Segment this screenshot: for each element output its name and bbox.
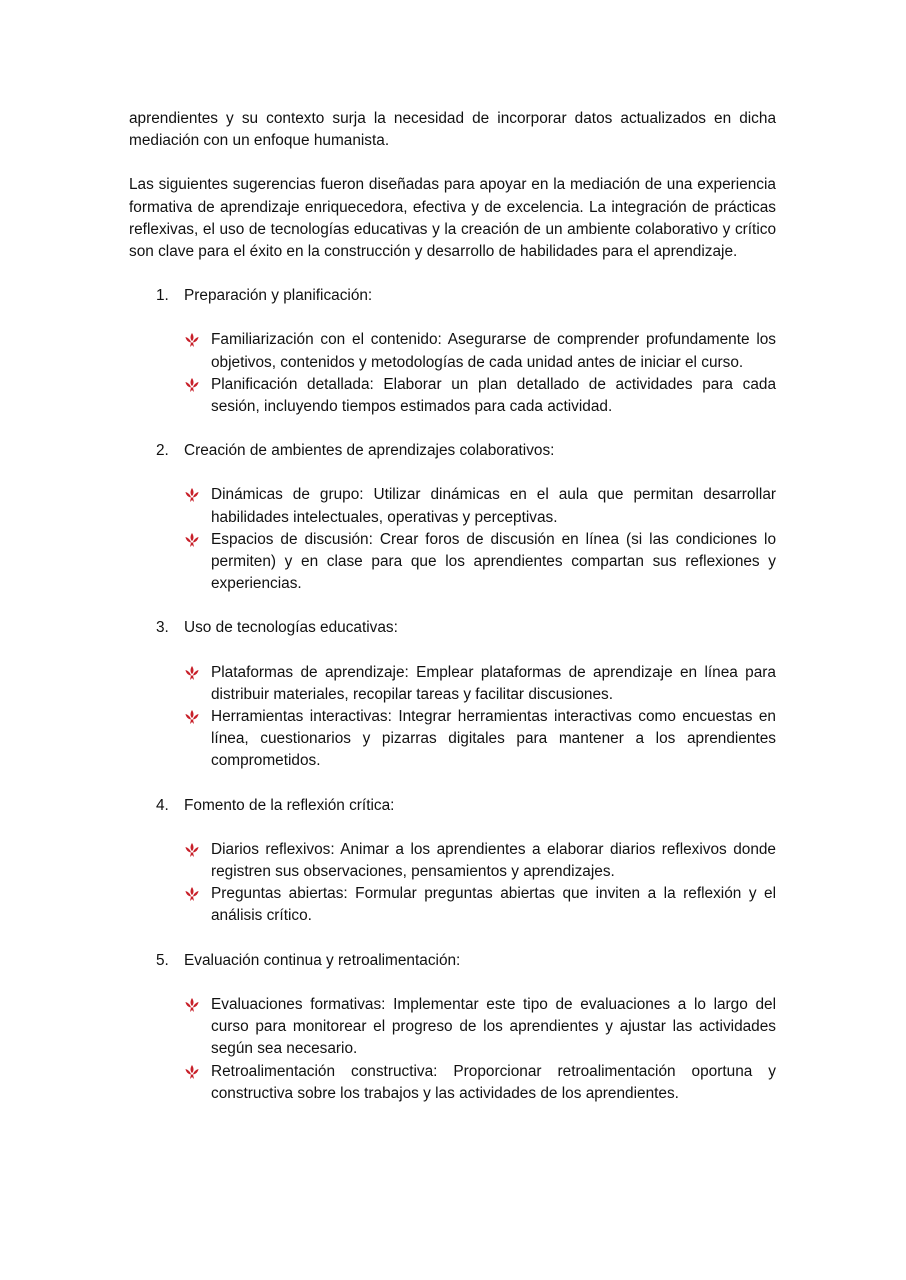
section-4 bbox=[129, 795, 776, 928]
red-fleur-bullet-icon bbox=[184, 842, 200, 858]
section-number: 2. bbox=[156, 442, 169, 460]
list-item bbox=[129, 484, 776, 528]
bullet-text: Retroalimentación constructiva: Proporcionar retroalimentación oportuna y constructiva sobre los trabajos y las actividades de los aprendientes. bbox=[211, 1062, 776, 1102]
red-fleur-bullet-icon bbox=[184, 997, 200, 1013]
bullet-text: Plataformas de aprendizaje: Emplear plataformas de aprendizaje en línea para distribuir materiales, recopilar tareas y facilitar discusiones. bbox=[211, 663, 776, 703]
list-item bbox=[129, 839, 776, 883]
red-fleur-bullet-icon bbox=[184, 1064, 200, 1080]
bullet-text: Espacios de discusión: Crear foros de discusión en línea (si las condiciones lo permiten) y en clase para que los aprendientes compartan sus reflexiones y experiencias. bbox=[211, 530, 776, 593]
list-item bbox=[129, 994, 776, 1061]
bullet-list bbox=[129, 484, 776, 595]
section-5 bbox=[129, 950, 776, 1105]
section-heading bbox=[129, 285, 776, 307]
section-2 bbox=[129, 440, 776, 595]
intro-paragraph: aprendientes y su contexto surja la necesidad de incorporar datos actualizados en dicha mediación con un enfoque humanista. bbox=[129, 110, 776, 150]
list-item bbox=[129, 374, 776, 418]
section-number: 5. bbox=[156, 951, 169, 969]
suggestions-list bbox=[129, 285, 776, 1105]
section-number: 4. bbox=[156, 796, 169, 814]
bullet-text: Familiarización con el contenido: Asegurarse de comprender profundamente los objetivos, contenidos y metodologías de cada unidad antes de iniciar el curso. bbox=[211, 331, 776, 371]
document-page bbox=[129, 108, 776, 1127]
section-number: 1. bbox=[156, 287, 169, 305]
section-heading bbox=[129, 950, 776, 972]
section-title: Fomento de la reflexión crítica: bbox=[184, 796, 395, 814]
list-item bbox=[129, 1061, 776, 1105]
bullet-list bbox=[129, 329, 776, 418]
section-heading bbox=[129, 795, 776, 817]
list-item bbox=[129, 329, 776, 373]
bullet-text: Preguntas abiertas: Formular preguntas abiertas que inviten a la reflexión y el análisis crítico. bbox=[211, 885, 776, 925]
section-title: Uso de tecnologías educativas: bbox=[184, 619, 398, 637]
bullet-list bbox=[129, 662, 776, 773]
bullet-text: Evaluaciones formativas: Implementar este tipo de evaluaciones a lo largo del curso para monitorear el progreso de los aprendientes y ajustar las actividades según sea necesario. bbox=[211, 995, 776, 1058]
list-item bbox=[129, 662, 776, 706]
suggestions-paragraph: Las siguientes sugerencias fueron diseñadas para apoyar en la mediación de una experiencia formativa de aprendizaje enriquecedora, efectiva y de excelencia. La integración de prácticas reflexivas, el uso de tecnologías educativas y la creación de un ambiente colaborativo y crítico son clave para el éxito en la construcción y desarrollo de habilidades para el aprendizaje. bbox=[129, 176, 776, 261]
red-fleur-bullet-icon bbox=[184, 487, 200, 503]
section-title: Evaluación continua y retroalimentación: bbox=[184, 951, 461, 969]
bullet-list bbox=[129, 839, 776, 928]
section-title: Preparación y planificación: bbox=[184, 287, 373, 305]
bullet-text: Herramientas interactivas: Integrar herramientas interactivas como encuestas en línea, cuestionarios y pizarras digitales para mantener a los aprendientes comprometidos. bbox=[211, 708, 776, 770]
section-number: 3. bbox=[156, 619, 169, 637]
bullet-list bbox=[129, 994, 776, 1105]
bullet-text: Diarios reflexivos: Animar a los aprendientes a elaborar diarios reflexivos donde registren sus observaciones, pensamientos y aprendizajes. bbox=[211, 840, 776, 881]
list-item bbox=[129, 883, 776, 927]
red-fleur-bullet-icon bbox=[184, 377, 200, 393]
section-1 bbox=[129, 285, 776, 418]
section-3 bbox=[129, 617, 776, 772]
section-heading bbox=[129, 440, 776, 462]
red-fleur-bullet-icon bbox=[184, 709, 200, 725]
bullet-text: Dinámicas de grupo: Utilizar dinámicas en el aula que permitan desarrollar habilidades intelectuales, operativas y perceptivas. bbox=[211, 486, 776, 526]
red-fleur-bullet-icon bbox=[184, 665, 200, 681]
red-fleur-bullet-icon bbox=[184, 532, 200, 548]
bullet-text: Planificación detallada: Elaborar un plan detallado de actividades para cada sesión, incluyendo tiempos estimados para cada actividad. bbox=[211, 375, 776, 416]
red-fleur-bullet-icon bbox=[184, 886, 200, 902]
list-item bbox=[129, 529, 776, 596]
section-heading bbox=[129, 617, 776, 639]
red-fleur-bullet-icon bbox=[184, 332, 200, 348]
list-item bbox=[129, 706, 776, 773]
section-title: Creación de ambientes de aprendizajes colaborativos: bbox=[184, 442, 555, 460]
